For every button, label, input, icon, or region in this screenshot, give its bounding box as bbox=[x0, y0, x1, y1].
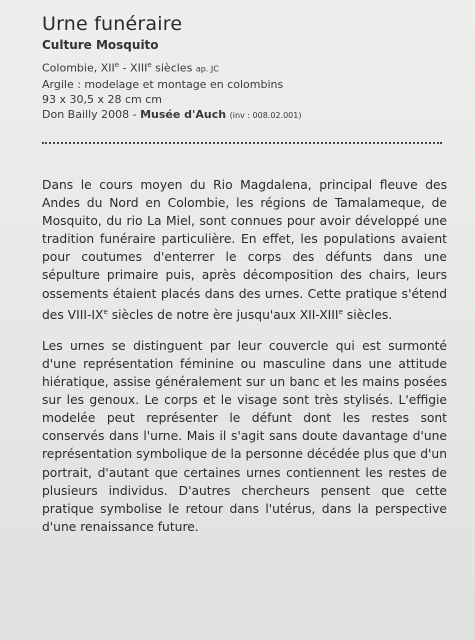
paragraph-1-part-b: siècles de notre ère jusqu'aux XII-XIII bbox=[107, 307, 339, 322]
century-dash: - bbox=[122, 61, 127, 75]
century-end: XIII bbox=[130, 61, 148, 75]
description-text bbox=[42, 176, 447, 549]
paragraph-1 bbox=[42, 176, 447, 324]
paragraph-1-sup-b: e bbox=[338, 307, 343, 316]
origin-country: Colombie, bbox=[42, 61, 98, 75]
paragraph-1-sup-a: e bbox=[103, 307, 108, 316]
century-start: XII bbox=[100, 61, 115, 75]
century-start-sup: e bbox=[114, 61, 120, 69]
provenance-line bbox=[42, 107, 452, 123]
label-header bbox=[42, 12, 452, 123]
paragraph-1-part-a: Dans le cours moyen du Rio Magdalena, principal fleuve des Andes du Nord en Colombie, les régions de Tamalameque, de Mosquito, du rio La Miel, sont connues pour avoir développé une tradition funéraire particulière. En effet, les populations avaient pour coutumes d'enterrer le corps des défunts dans une sépulture primaire puis, après décomposition des chairs, leurs ossements étaient placés dans des urnes. Cette pratique s'étend des VIII-IX bbox=[42, 178, 447, 322]
artifact-title: Urne funéraire bbox=[42, 13, 183, 35]
material-line: Argile : modelage et montage en colombins bbox=[42, 77, 284, 91]
inventory-number: (inv : 008.02.001) bbox=[229, 110, 302, 120]
origin-line bbox=[42, 58, 452, 77]
century-word: siècles bbox=[155, 61, 193, 75]
donor-text: Don Bailly 2008 - bbox=[42, 107, 137, 121]
century-end-sup: e bbox=[147, 61, 152, 69]
paragraph-1-part-c: siècles. bbox=[342, 307, 393, 322]
museum-name: Musée d'Auch bbox=[140, 107, 227, 121]
dimensions-line: 93 x 30,5 x 28 cm cm bbox=[42, 92, 163, 106]
culture-subtitle: Culture Mosquito bbox=[42, 38, 159, 52]
dotted-divider bbox=[42, 142, 442, 144]
paragraph-2: Les urnes se distinguent par leur couvercle qui est surmonté d'une représentation féminine ou masculine dans une attitude hiératique, assise généralement sur un banc et les mains posées sur les genoux. Le corps et le visage sont très stylisés. L'effigie modelée peut représenter le défunt dont les restes sont conservés dans l'urne. Mais il s'agit sans doute davantage d'une représentation symbolique de la personne décédée plus que d'un portrait, d'autant que certaines urnes contiennent les restes de plusieurs individus. D'autres chercheurs pensent que cette pratique symbolise le retour dans l'utérus, dans la perspective d'une renaissance future. bbox=[42, 338, 447, 534]
era-label: ap. JC bbox=[195, 64, 219, 74]
